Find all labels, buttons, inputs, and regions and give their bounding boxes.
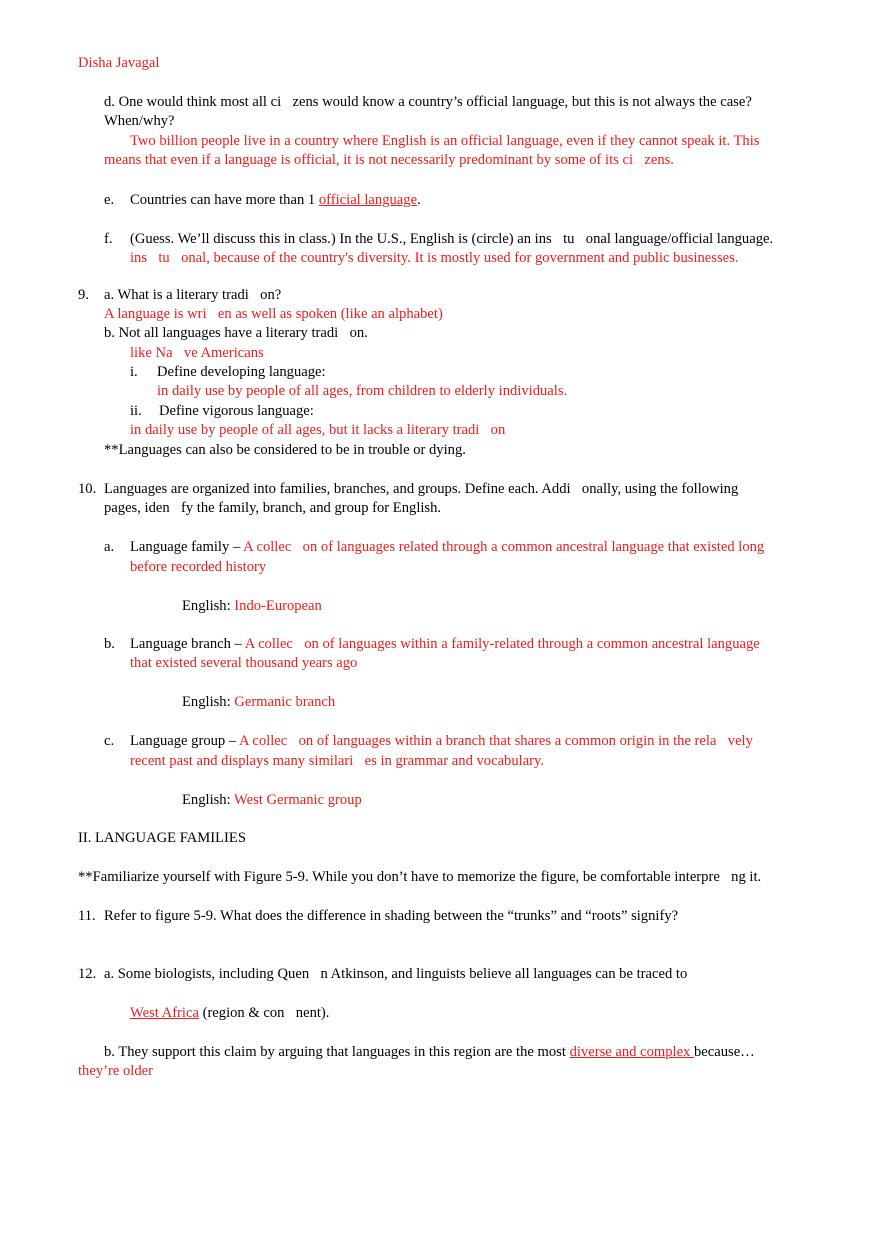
q8d-prompt: d. One would think most all ci zens would know a country’s official language, but this is not always the case? — [104, 94, 752, 110]
q12a-prompt: a. Some biologists, including Quen n Atkinson, and linguists believe all languages can be traced to — [104, 966, 688, 982]
q12b-suffix: because… — [694, 1044, 755, 1060]
q10c-english-label: English: — [182, 792, 235, 808]
q9b-prompt: b. Not all languages have a literary tradi on. — [104, 325, 368, 341]
q12a-answer-line — [130, 1004, 329, 1023]
q11-number: 11. — [78, 908, 96, 924]
q9-i-label: i. — [130, 364, 138, 380]
q9-number: 9. — [78, 287, 89, 303]
q10c-label: c. — [104, 733, 115, 749]
q10-number: 10. — [78, 481, 97, 497]
q10a-definition-cont: before recorded history — [130, 559, 267, 575]
q8f-answer: ins tu onal, because of the country's diversity. It is mostly used for government and public businesses. — [130, 250, 739, 266]
q10a-definition: A collec on of languages related through a common ancestral language that existed long — [243, 539, 765, 555]
q8d-prompt-cont: When/why? — [104, 113, 175, 129]
q10-prompt-cont: pages, iden fy the family, branch, and group for English. — [104, 500, 442, 516]
q9-i-answer: in daily use by people of all ages, from children to elderly individuals. — [157, 383, 568, 399]
q8f-prompt: (Guess. We’ll discuss this in class.) In the U.S., English is (circle) an ins tu onal language/official language. — [130, 231, 774, 247]
q12b-prompt: b. They support this claim by arguing that languages in this region are the most — [104, 1044, 570, 1060]
q11-prompt: Refer to figure 5-9. What does the difference in shading between the “trunks” and “roots” signify? — [104, 908, 679, 924]
q8e-end: . — [417, 192, 421, 208]
q9-ii-label: ii. — [130, 403, 142, 419]
q10b-label: b. — [104, 636, 115, 652]
q8f-label: f. — [104, 231, 113, 247]
q10b-definition: A collec on of languages within a family-related through a common ancestral language — [244, 636, 760, 652]
q10b-line — [130, 635, 760, 654]
q10b-term: Language branch – — [130, 636, 245, 652]
q12-number: 12. — [78, 966, 97, 982]
q8d-answer-cont: means that even if a language is official, it is not necessarily predominant by some of its ci zens. — [104, 152, 674, 168]
q10b-definition-cont: that existed several thousand years ago — [130, 655, 358, 671]
q9-i-prompt: Define developing language: — [157, 364, 326, 380]
q10c-definition-cont: recent past and displays many similari es in grammar and vocabulary. — [130, 753, 545, 769]
author-name: Disha Javagal — [78, 55, 160, 71]
q10a-line — [130, 538, 764, 557]
q10c-english — [182, 791, 362, 810]
q9-ii-answer: in daily use by people of all ages, but it lacks a literary tradi on — [130, 422, 506, 438]
q9a-prompt: a. What is a literary tradi on? — [104, 287, 282, 303]
q10c-line — [130, 732, 753, 751]
q10-prompt: Languages are organized into families, branches, and groups. Define each. Addi onally, using the following — [104, 481, 739, 497]
q9a-answer: A language is wri en as well as spoken (like an alphabet) — [104, 306, 443, 322]
q10b-english-label: English: — [182, 694, 235, 710]
q10a-term: Language family – — [130, 539, 244, 555]
q8d-answer: Two billion people live in a country where English is an official language, even if they cannot speak it. This — [130, 133, 760, 149]
q8e-text: Countries can have more than 1 — [130, 192, 319, 208]
q9-ii-prompt: Define vigorous language: — [159, 403, 314, 419]
q12b-line — [104, 1043, 755, 1062]
q8e-line — [130, 191, 421, 210]
q8e-label: e. — [104, 192, 115, 208]
q10a-label: a. — [104, 539, 115, 555]
q9-note: **Languages can also be considered to be in trouble or dying. — [104, 442, 466, 458]
q12b-answer-cont: they’re older — [78, 1063, 153, 1079]
q10a-english-label: English: — [182, 598, 235, 614]
q12a-suffix: (region & con nent). — [198, 1005, 330, 1021]
q10c-term: Language group – — [130, 733, 240, 749]
q8e-answer: official language — [318, 192, 418, 208]
q9b-answer: like Na ve Americans — [130, 345, 264, 361]
familiarize-note: **Familiarize yourself with Figure 5-9. While you don’t have to memorize the figure, be comfortable interpre ng it. — [78, 869, 762, 885]
section-heading: II. LANGUAGE FAMILIES — [78, 830, 246, 846]
q10b-english — [182, 693, 335, 712]
q10c-definition: A collec on of languages within a branch that shares a common origin in the rela vely — [239, 733, 753, 749]
q10b-english-value: Germanic branch — [234, 694, 336, 710]
q12b-answer: diverse and complex — [569, 1044, 694, 1060]
q10c-english-value: West Germanic group — [234, 792, 362, 808]
q10a-english — [182, 597, 322, 616]
q12a-answer: West Africa — [130, 1005, 199, 1021]
q10a-english-value: Indo-European — [234, 598, 322, 614]
